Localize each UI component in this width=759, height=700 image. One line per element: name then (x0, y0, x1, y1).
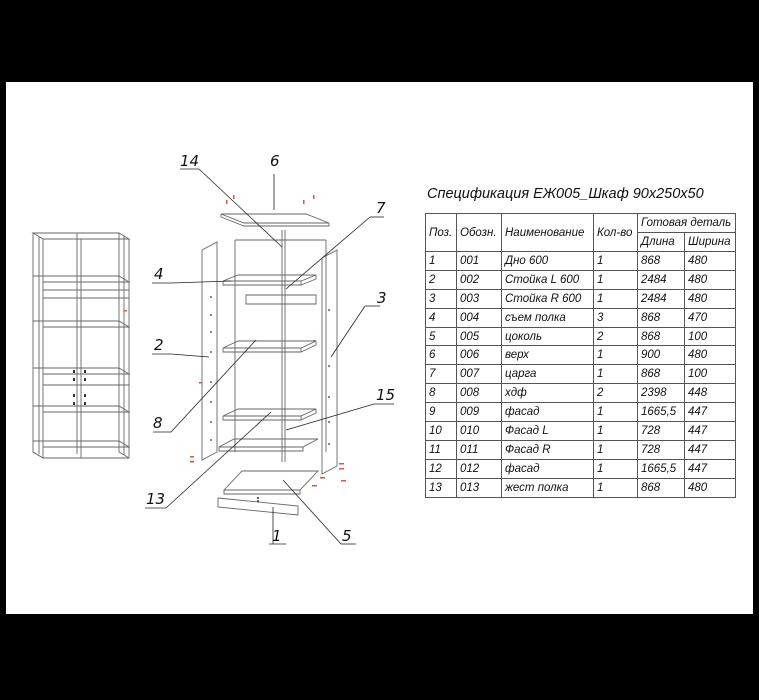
cell-name: Фасад L (502, 422, 594, 441)
cell-name: съем полка (502, 308, 594, 327)
cell-pos: 13 (426, 478, 457, 497)
cell-length: 868 (638, 308, 685, 327)
part-fixed-shelf (219, 439, 318, 451)
cell-name: Стойка L 600 (502, 270, 594, 289)
cell-pos: 1 (426, 252, 457, 271)
callout-3: 3 (377, 289, 387, 307)
cell-width: 447 (685, 459, 736, 478)
cell-width: 100 (685, 327, 736, 346)
cell-qty: 1 (594, 289, 638, 308)
cell-qty: 1 (594, 440, 638, 459)
drawing-sheet (6, 82, 753, 614)
cell-code: 013 (457, 478, 502, 497)
part-rail (246, 295, 316, 304)
cell-width: 448 (685, 384, 736, 403)
cell-name: Фасад R (502, 440, 594, 459)
cell-code: 004 (457, 308, 502, 327)
header-ready-part: Готовая деталь (638, 214, 736, 233)
cell-length: 868 (638, 365, 685, 384)
part-left-side (202, 242, 217, 460)
part-shelf-3 (223, 409, 316, 420)
callout-14: 14 (180, 152, 200, 170)
callout-6: 6 (270, 152, 280, 170)
callout-15: 15 (376, 386, 396, 404)
part-right-side (322, 250, 337, 474)
part-shelf-2 (223, 341, 316, 352)
table-header-row (426, 214, 736, 233)
cell-code: 007 (457, 365, 502, 384)
header-name: Наименование (502, 214, 594, 252)
cell-code: 011 (457, 440, 502, 459)
part-top (221, 214, 329, 226)
cell-qty: 1 (594, 252, 638, 271)
cell-name: Дно 600 (502, 252, 594, 271)
cell-pos: 4 (426, 308, 457, 327)
cell-qty: 1 (594, 270, 638, 289)
callout-5: 5 (342, 527, 352, 545)
cell-width: 480 (685, 252, 736, 271)
callout-8: 8 (153, 414, 163, 432)
cell-length: 868 (638, 478, 685, 497)
cell-pos: 6 (426, 346, 457, 365)
part-bottom (224, 471, 318, 494)
table-row (426, 384, 736, 403)
callout-2: 2 (154, 336, 164, 354)
cell-qty: 1 (594, 422, 638, 441)
cell-code: 008 (457, 384, 502, 403)
cell-length: 1665,5 (638, 403, 685, 422)
table-row (426, 252, 736, 271)
cell-width: 447 (685, 440, 736, 459)
callout-4: 4 (154, 265, 164, 283)
cell-pos: 8 (426, 384, 457, 403)
table-row (426, 422, 736, 441)
cell-qty: 1 (594, 346, 638, 365)
table-row (426, 478, 736, 497)
cell-code: 009 (457, 403, 502, 422)
cell-width: 480 (685, 478, 736, 497)
table-row (426, 459, 736, 478)
cell-qty: 3 (594, 308, 638, 327)
cell-code: 005 (457, 327, 502, 346)
table-row (426, 327, 736, 346)
cell-width: 470 (685, 308, 736, 327)
cell-name: верх (502, 346, 594, 365)
cell-length: 2484 (638, 289, 685, 308)
table-body (426, 252, 736, 498)
table-row (426, 289, 736, 308)
cell-length: 868 (638, 327, 685, 346)
cell-pos: 12 (426, 459, 457, 478)
cell-width: 480 (685, 289, 736, 308)
cell-length: 2398 (638, 384, 685, 403)
cell-qty: 2 (594, 384, 638, 403)
cell-length: 1665,5 (638, 459, 685, 478)
cell-code: 002 (457, 270, 502, 289)
cell-width: 447 (685, 422, 736, 441)
header-pos: Поз. (426, 214, 457, 252)
callout-7: 7 (376, 199, 386, 217)
cell-pos: 7 (426, 365, 457, 384)
cell-code: 001 (457, 252, 502, 271)
cell-code: 010 (457, 422, 502, 441)
cell-qty: 2 (594, 327, 638, 346)
cell-pos: 11 (426, 440, 457, 459)
cell-name: Стойка R 600 (502, 289, 594, 308)
cell-width: 480 (685, 270, 736, 289)
cell-length: 728 (638, 422, 685, 441)
callout-13: 13 (146, 490, 166, 508)
cell-length: 728 (638, 440, 685, 459)
table-row (426, 440, 736, 459)
callout-1: 1 (272, 527, 282, 545)
table-row (426, 403, 736, 422)
cell-pos: 3 (426, 289, 457, 308)
cell-pos: 9 (426, 403, 457, 422)
cell-name: фасад (502, 403, 594, 422)
cell-qty: 1 (594, 459, 638, 478)
cell-code: 012 (457, 459, 502, 478)
cell-qty: 1 (594, 365, 638, 384)
header-code: Обозн. (457, 214, 502, 252)
cell-qty: 1 (594, 478, 638, 497)
table-row (426, 365, 736, 384)
specification-table (425, 213, 736, 498)
table-row (426, 308, 736, 327)
cell-length: 900 (638, 346, 685, 365)
cell-pos: 10 (426, 422, 457, 441)
part-shelf-1 (223, 275, 316, 285)
cell-width: 100 (685, 365, 736, 384)
header-width: Ширина (685, 233, 736, 252)
leader-lines (145, 169, 394, 544)
cell-code: 006 (457, 346, 502, 365)
cell-name: цоколь (502, 327, 594, 346)
cell-name: царга (502, 365, 594, 384)
cell-qty: 1 (594, 403, 638, 422)
table-row (426, 270, 736, 289)
cell-length: 2484 (638, 270, 685, 289)
cell-pos: 5 (426, 327, 457, 346)
assembled-cabinet (33, 233, 129, 458)
header-length: Длина (638, 233, 685, 252)
cell-code: 003 (457, 289, 502, 308)
table-row (426, 346, 736, 365)
cell-pos: 2 (426, 270, 457, 289)
cell-length: 868 (638, 252, 685, 271)
cell-width: 447 (685, 403, 736, 422)
cell-name: хдф (502, 384, 594, 403)
cell-width: 480 (685, 346, 736, 365)
cell-name: фасад (502, 459, 594, 478)
header-qty: Кол-во (594, 214, 638, 252)
spec-title: Спецификация ЕЖ005_Шкаф 90х250х50 (427, 186, 704, 202)
cell-name: жест полка (502, 478, 594, 497)
